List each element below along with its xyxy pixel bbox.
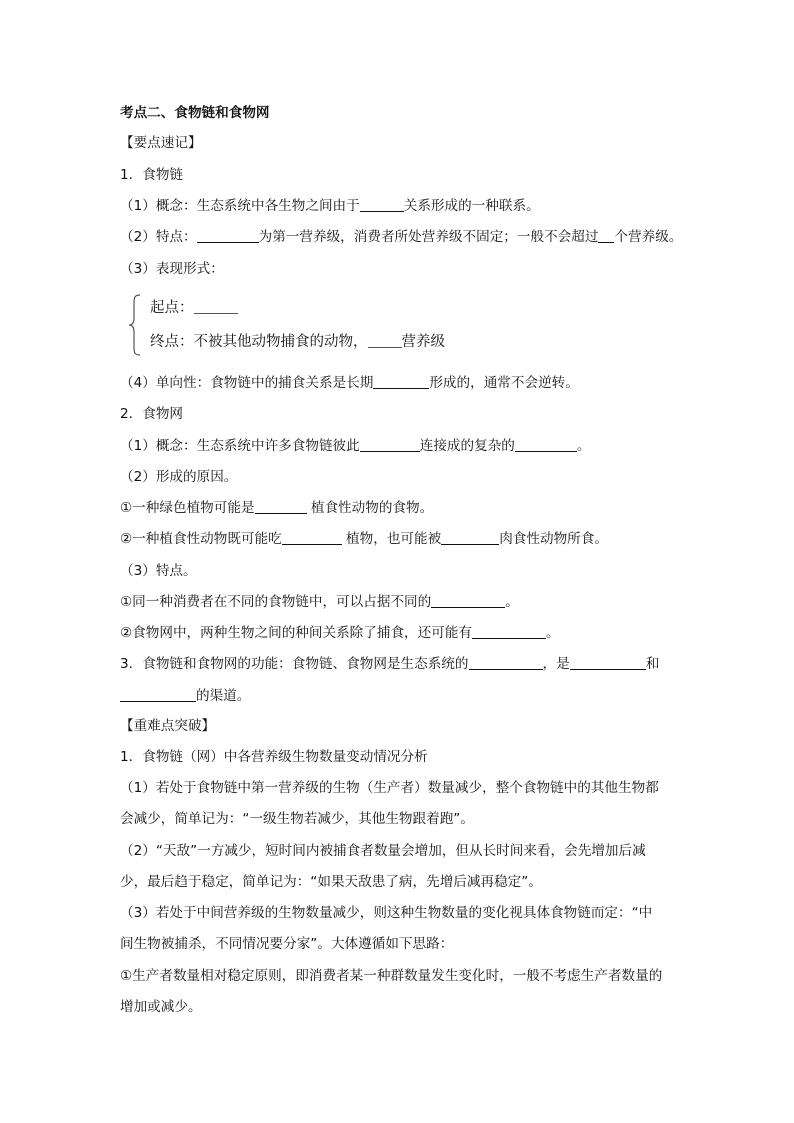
food-web-feature-1: ①同一种消费者在不同的食物链中，可以占据不同的 。 — [120, 594, 519, 610]
analysis-p2-line-1: （2）“天敌”一方减少，短时间内被捕食者数量会增加，但从长时间来看，会先增加后减 — [120, 843, 646, 859]
food-web-cause-2: ②一种植食性动物既可能吃 植物，也可能被 肉食性动物所食。 — [120, 531, 608, 547]
end-point-line: 终点：不被其他动物捕食的动物， 营养级 — [150, 334, 445, 350]
analysis-p3-line-1: （3）若处于中间营养级的生物数量减少，则这种生物数量的变化视具体食物链而定：“中 — [120, 905, 653, 921]
analysis-p4-line-1: ①生产者数量相对稳定原则，即消费者某一种群数量发生变化时，一般不考虑生产者数量的 — [120, 968, 663, 984]
analysis-p3-line-2: 间生物被捕杀，不同情况要分家”。大体遵循如下思路： — [120, 936, 454, 952]
food-chain-feature: （2）特点： 为第一营养级，消费者所处营养级不固定；一般不会超过 个营养级。 — [120, 229, 683, 245]
function-line-1: 3．食物链和食物网的功能：食物链、食物网是生态系统的 ，是 和 — [120, 656, 660, 672]
food-web-feature-2: ②食物网中，两种生物之间的种间关系除了捕食，还可能有 。 — [120, 625, 560, 641]
answer-blank[interactable] — [360, 437, 420, 452]
food-chain-form-brace-block — [128, 294, 488, 358]
analysis-p1-line-1: （1）若处于食物链中第一营养级的生物（生产者）数量减少，整个食物链中的其他生物都 — [120, 780, 659, 796]
food-web-concept: （1）概念：生态系统中许多食物链彼此 连接成的复杂的 。 — [120, 438, 591, 454]
food-web-cause: （2）形成的原因。 — [120, 469, 238, 485]
food-chain-heading: 1．食物链 — [120, 167, 184, 183]
answer-blank[interactable] — [472, 624, 546, 639]
analysis-p2-line-2: 少，最后趋于稳定，简单记为：“如果天敌患了病，先增后减再稳定”。 — [120, 874, 542, 890]
answer-blank[interactable] — [570, 655, 646, 670]
function-line-2: 的渠道。 — [120, 687, 250, 705]
answer-blank[interactable] — [441, 530, 499, 545]
answer-blank[interactable] — [373, 374, 429, 389]
answer-blank[interactable] — [368, 333, 402, 348]
food-web-feature: （3）特点。 — [120, 563, 197, 579]
answer-blank[interactable] — [431, 593, 505, 608]
food-web-cause-1: ①一种绿色植物可能是 植食性动物的食物。 — [120, 500, 434, 516]
food-chain-concept: （1）概念：生态系统中各生物之间由于 关系形成的一种联系。 — [120, 198, 540, 214]
answer-blank[interactable] — [282, 530, 342, 545]
answer-blank[interactable] — [515, 437, 577, 452]
food-web-heading: 2．食物网 — [120, 406, 184, 422]
analysis-heading: 1．食物链（网）中各营养级生物数量变动情况分析 — [120, 749, 428, 765]
start-point-line: 起点： — [150, 298, 238, 318]
answer-blank[interactable] — [598, 228, 614, 243]
answer-blank[interactable] — [255, 499, 307, 514]
answer-blank[interactable] — [120, 687, 196, 702]
food-chain-direction: （4）单向性：食物链中的捕食关系是长期 形成的，通常不会逆转。 — [120, 375, 579, 391]
answer-blank[interactable] — [197, 228, 259, 243]
section-title: 考点二、食物链和食物网 — [120, 105, 270, 121]
answer-blank[interactable] — [469, 655, 543, 670]
difficulty-header: 【重难点突破】 — [120, 718, 216, 734]
food-chain-form: （3）表现形式： — [120, 261, 224, 277]
analysis-p1-line-2: 会减少，简单记为：“一级生物若减少，其他生物跟着跑”。 — [120, 811, 474, 827]
key-points-header: 【要点速记】 — [120, 135, 202, 151]
answer-blank[interactable] — [360, 197, 404, 212]
curly-brace-icon — [128, 294, 142, 356]
analysis-p4-line-2: 增加或减少。 — [120, 999, 202, 1015]
answer-blank[interactable] — [194, 299, 238, 314]
